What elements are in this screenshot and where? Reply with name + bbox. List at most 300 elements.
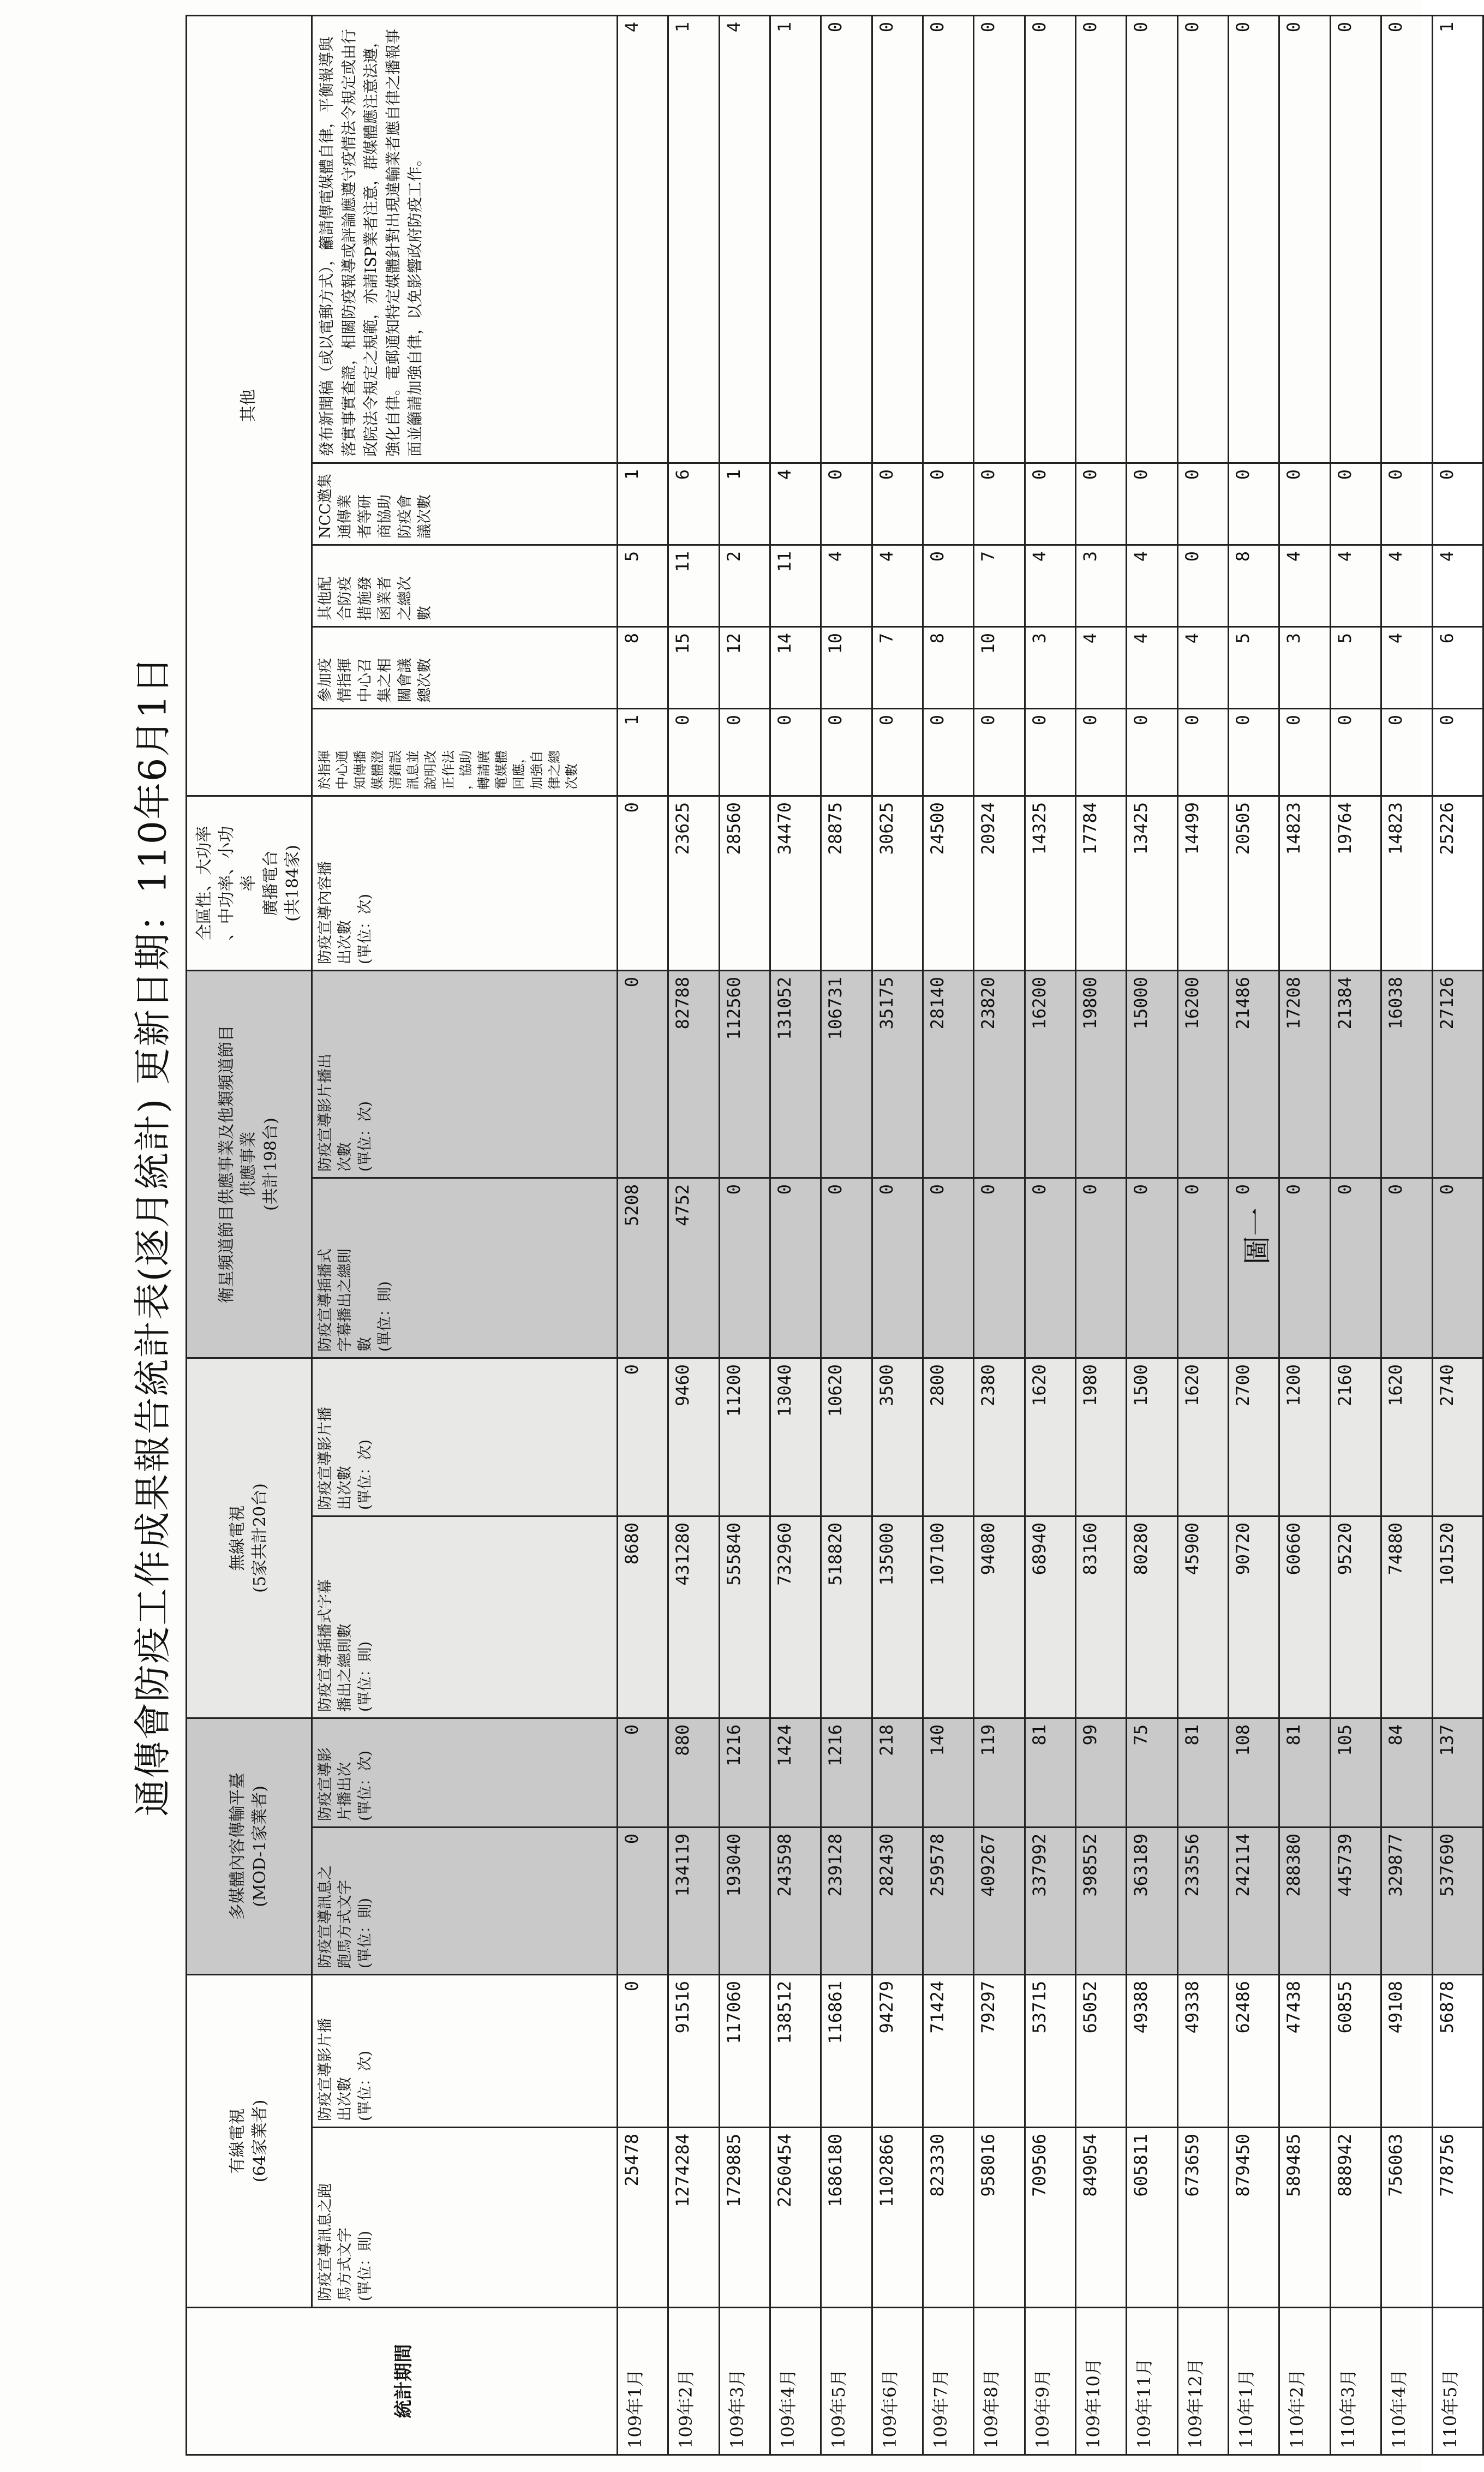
value-cell-o3: 4 xyxy=(1127,545,1177,626)
table-row xyxy=(1177,15,1228,2455)
value-cell-cable1: 888942 xyxy=(1330,2128,1381,2308)
header-line: (單位：次) xyxy=(356,893,374,964)
radio-group-line: (共184家) xyxy=(283,845,303,922)
value-cell-o2: 15 xyxy=(668,626,719,708)
value-cell-sat2: 28140 xyxy=(923,970,974,1178)
header-line: 知傳播 xyxy=(352,750,368,790)
value-cell-mod1: 337992 xyxy=(1025,1828,1075,1975)
header-line: 防疫宣導影 xyxy=(317,1747,334,1821)
value-cell-mod2: 1424 xyxy=(770,1718,821,1828)
value-cell-o2: 4 xyxy=(1076,626,1127,708)
value-cell-radio: 0 xyxy=(618,796,668,970)
value-cell-o4: 0 xyxy=(1177,463,1228,545)
value-cell-o1: 0 xyxy=(974,708,1025,796)
period-header: 統計期間 xyxy=(187,2308,618,2455)
value-cell-cable1: 879450 xyxy=(1229,2128,1279,2308)
header-line: 於指揮 xyxy=(317,750,332,790)
value-cell-sat2: 21486 xyxy=(1229,970,1279,1178)
value-cell-cable2: 60855 xyxy=(1330,1975,1381,2128)
header-line: 措施發 xyxy=(356,576,374,620)
period-cell: 109年11月 xyxy=(1127,2308,1177,2455)
rotated-table-container xyxy=(185,16,1484,2456)
other-col5-header: 發布新聞稿（或以電郵方式），籲請傳電媒體自律，平衡報導與落實事實查證，相關防疫報導或評論應遵守疫情法令規定或由行政院法令規定之規範，亦請ISP業者注意，群媒體應注意法遵，強化自律。電郵通知特定媒體針對出現違輸業者應自律之播報事面並籲請加強自律，以免影響政府防疫工作。 xyxy=(312,15,618,463)
header-line: 說明改 xyxy=(423,750,439,790)
value-cell-sat2: 112560 xyxy=(719,970,770,1178)
table-row xyxy=(1330,15,1381,2455)
mod-group-line: 多媒體內容傳輸平臺 xyxy=(228,1772,247,1920)
value-cell-cable2: 62486 xyxy=(1229,1975,1279,2128)
value-cell-cable2: 138512 xyxy=(770,1975,821,2128)
value-cell-radio: 20505 xyxy=(1229,796,1279,970)
value-cell-o2: 6 xyxy=(1432,626,1483,708)
value-cell-o3: 0 xyxy=(923,545,974,626)
value-cell-cable2: 53715 xyxy=(1025,1975,1075,2128)
value-cell-sat2: 82788 xyxy=(668,970,719,1178)
value-cell-o4: 0 xyxy=(1432,463,1483,545)
value-cell-radio: 17784 xyxy=(1076,796,1127,970)
value-cell-sat1: 0 xyxy=(821,1178,872,1358)
value-cell-o4: 0 xyxy=(1279,463,1330,545)
header-line: ，協助 xyxy=(458,750,474,790)
value-cell-sat2: 16038 xyxy=(1381,970,1432,1178)
header-line: 之總次 xyxy=(396,576,414,620)
wireless-col2-header xyxy=(312,1358,618,1516)
radio-group-line: 率 xyxy=(239,875,259,892)
value-cell-sat2: 17208 xyxy=(1279,970,1330,1178)
header-line: 媒體澄 xyxy=(370,750,386,790)
value-cell-radio: 14499 xyxy=(1177,796,1228,970)
value-cell-wl2: 2380 xyxy=(974,1358,1025,1516)
wireless-group-line: (5家共計20台) xyxy=(250,1483,270,1593)
header-line: (單位：次) xyxy=(356,2050,374,2121)
value-cell-cable2: 116861 xyxy=(821,1975,872,2128)
value-cell-o1: 0 xyxy=(872,708,923,796)
value-cell-mod1: 445739 xyxy=(1330,1828,1381,1975)
header-line: 防疫宣導訊息之 xyxy=(317,1865,334,1968)
value-cell-o5: 0 xyxy=(1381,15,1432,463)
other-group-line: 其他 xyxy=(239,389,259,422)
period-cell: 109年12月 xyxy=(1177,2308,1228,2455)
header-line: 商協助 xyxy=(376,494,394,539)
value-cell-sat1: 0 xyxy=(719,1178,770,1358)
value-cell-sat2: 0 xyxy=(618,970,668,1178)
header-line: 防疫宣導內容播 xyxy=(317,861,334,964)
header-line: 數 xyxy=(416,605,434,620)
value-cell-o2: 4 xyxy=(1177,626,1228,708)
other-col1-header xyxy=(312,708,618,796)
radio-group-line: 、中功率、小功 xyxy=(217,826,236,941)
cable-group-header xyxy=(187,1975,312,2308)
value-cell-cable2: 49388 xyxy=(1127,1975,1177,2128)
value-cell-wl1: 518820 xyxy=(821,1516,872,1718)
value-cell-wl1: 732960 xyxy=(770,1516,821,1718)
wireless-group-header xyxy=(187,1358,312,1718)
value-cell-sat2: 21384 xyxy=(1330,970,1381,1178)
value-cell-radio: 25226 xyxy=(1432,796,1483,970)
value-cell-o1: 0 xyxy=(1025,708,1075,796)
cable-col2-header xyxy=(312,1975,618,2128)
table-row xyxy=(923,15,974,2455)
value-cell-sat1: 0 xyxy=(770,1178,821,1358)
value-cell-cable1: 778756 xyxy=(1432,2128,1483,2308)
value-cell-sat2: 16200 xyxy=(1025,970,1075,1178)
table-row xyxy=(1127,15,1177,2455)
value-cell-radio: 28875 xyxy=(821,796,872,970)
value-cell-cable2: 49338 xyxy=(1177,1975,1228,2128)
value-cell-o4: 0 xyxy=(923,463,974,545)
value-cell-sat1: 0 xyxy=(1381,1178,1432,1358)
header-line: 防疫宣導插播式字幕 xyxy=(317,1579,334,1712)
value-cell-cable2: 71424 xyxy=(923,1975,974,2128)
header-line: 跑馬方式文字 xyxy=(337,1880,354,1968)
other-col4-header xyxy=(312,463,618,545)
value-cell-o2: 5 xyxy=(1330,626,1381,708)
value-cell-cable2: 65052 xyxy=(1076,1975,1127,2128)
value-cell-sat1: 0 xyxy=(1229,1178,1279,1358)
header-line: 防疫宣導訊息之跑 xyxy=(317,2183,334,2301)
value-cell-o5: 1 xyxy=(668,15,719,463)
table-row xyxy=(974,15,1025,2455)
table-row xyxy=(821,15,872,2455)
mod-group-line: (MOD-1家業者) xyxy=(250,1786,270,1907)
value-cell-wl2: 1620 xyxy=(1025,1358,1075,1516)
value-cell-mod2: 1216 xyxy=(821,1718,872,1828)
radio-group-header xyxy=(187,796,312,970)
value-cell-radio: 24500 xyxy=(923,796,974,970)
value-cell-o4: 0 xyxy=(974,463,1025,545)
header-line: 集之相 xyxy=(376,658,394,702)
value-cell-sat1: 0 xyxy=(872,1178,923,1358)
value-cell-wl1: 68940 xyxy=(1025,1516,1075,1718)
value-cell-wl2: 1980 xyxy=(1076,1358,1127,1516)
header-line: 函業者 xyxy=(376,576,394,620)
header-line: 中心通 xyxy=(334,750,350,790)
value-cell-wl2: 9460 xyxy=(668,1358,719,1516)
value-cell-radio: 23625 xyxy=(668,796,719,970)
value-cell-o3: 2 xyxy=(719,545,770,626)
value-cell-o5: 0 xyxy=(1127,15,1177,463)
value-cell-o1: 0 xyxy=(719,708,770,796)
value-cell-mod1: 134119 xyxy=(668,1828,719,1975)
value-cell-radio: 14823 xyxy=(1279,796,1330,970)
satellite-col1-header xyxy=(312,1178,618,1358)
value-cell-o4: 0 xyxy=(1229,463,1279,545)
value-cell-wl2: 0 xyxy=(618,1358,668,1516)
value-cell-mod2: 99 xyxy=(1076,1718,1127,1828)
value-cell-o3: 4 xyxy=(821,545,872,626)
value-cell-sat1: 0 xyxy=(974,1178,1025,1358)
value-cell-cable1: 1102866 xyxy=(872,2128,923,2308)
value-cell-o5: 0 xyxy=(1229,15,1279,463)
header-line: 電媒體 xyxy=(493,750,509,790)
value-cell-mod2: 137 xyxy=(1432,1718,1483,1828)
satellite-col2-header xyxy=(312,970,618,1178)
table-row xyxy=(1432,15,1483,2455)
value-cell-o5: 0 xyxy=(1025,15,1075,463)
value-cell-cable1: 605811 xyxy=(1127,2128,1177,2308)
value-cell-o5: 4 xyxy=(618,15,668,463)
header-line: 清錯誤 xyxy=(387,750,403,790)
value-cell-sat2: 35175 xyxy=(872,970,923,1178)
value-cell-cable1: 25478 xyxy=(618,2128,668,2308)
value-cell-cable2: 56878 xyxy=(1432,1975,1483,2128)
value-cell-mod2: 218 xyxy=(872,1718,923,1828)
value-cell-sat1: 0 xyxy=(1177,1178,1228,1358)
value-cell-sat1: 0 xyxy=(1127,1178,1177,1358)
value-cell-sat1: 0 xyxy=(1432,1178,1483,1358)
header-line: 防疫宣導影片播出 xyxy=(317,1053,334,1172)
table-row xyxy=(770,15,821,2455)
header-line: NCC邀集 xyxy=(317,474,334,539)
satellite-group-header xyxy=(187,970,312,1358)
value-cell-o2: 4 xyxy=(1381,626,1432,708)
value-cell-cable2: 79297 xyxy=(974,1975,1025,2128)
value-cell-mod2: 0 xyxy=(618,1718,668,1828)
value-cell-mod2: 140 xyxy=(923,1718,974,1828)
value-cell-cable1: 849054 xyxy=(1076,2128,1127,2308)
value-cell-sat1: 0 xyxy=(1076,1178,1127,1358)
period-cell: 109年9月 xyxy=(1025,2308,1075,2455)
value-cell-o5: 0 xyxy=(1279,15,1330,463)
value-cell-o2: 3 xyxy=(1025,626,1075,708)
table-row xyxy=(1025,15,1075,2455)
period-cell: 109年7月 xyxy=(923,2308,974,2455)
value-cell-sat2: 27126 xyxy=(1432,970,1483,1178)
period-cell: 110年5月 xyxy=(1432,2308,1483,2455)
value-cell-o3: 11 xyxy=(668,545,719,626)
value-cell-o3: 7 xyxy=(974,545,1025,626)
value-cell-o2: 14 xyxy=(770,626,821,708)
header-line: (單位：則) xyxy=(376,1281,394,1352)
value-cell-cable2: 117060 xyxy=(719,1975,770,2128)
value-cell-sat1: 4752 xyxy=(668,1178,719,1358)
value-cell-o3: 4 xyxy=(1330,545,1381,626)
value-cell-radio: 28560 xyxy=(719,796,770,970)
value-cell-o5: 0 xyxy=(1330,15,1381,463)
header-line: 總次數 xyxy=(416,658,434,702)
period-cell: 109年10月 xyxy=(1076,2308,1127,2455)
value-cell-mod1: 233556 xyxy=(1177,1828,1228,1975)
period-cell: 109年1月 xyxy=(618,2308,668,2455)
value-cell-wl1: 83160 xyxy=(1076,1516,1127,1718)
value-cell-o1: 0 xyxy=(1229,708,1279,796)
header-line: 數 xyxy=(356,1336,374,1352)
period-cell: 110年4月 xyxy=(1381,2308,1432,2455)
value-cell-o4: 0 xyxy=(1330,463,1381,545)
value-cell-o2: 8 xyxy=(618,626,668,708)
value-cell-mod1: 329877 xyxy=(1381,1828,1432,1975)
radio-col1-header xyxy=(312,796,618,970)
value-cell-cable1: 673659 xyxy=(1177,2128,1228,2308)
value-cell-wl1: 94080 xyxy=(974,1516,1025,1718)
value-cell-o5: 1 xyxy=(770,15,821,463)
value-cell-mod2: 81 xyxy=(1177,1718,1228,1828)
value-cell-o1: 0 xyxy=(1432,708,1483,796)
header-line: 合防疫 xyxy=(337,576,354,620)
group-header-row xyxy=(187,15,312,2455)
header-line: 馬方式文字 xyxy=(337,2228,354,2301)
value-cell-sat2: 15000 xyxy=(1127,970,1177,1178)
value-cell-o4: 0 xyxy=(1381,463,1432,545)
header-line: (單位：則) xyxy=(356,1641,374,1712)
header-line: 參加疫 xyxy=(317,658,334,702)
value-cell-o2: 10 xyxy=(821,626,872,708)
value-cell-wl2: 13040 xyxy=(770,1358,821,1516)
value-cell-sat2: 23820 xyxy=(974,970,1025,1178)
header-line: 出次數 xyxy=(337,1466,354,1510)
value-cell-mod1: 0 xyxy=(618,1828,668,1975)
value-cell-cable2: 47438 xyxy=(1279,1975,1330,2128)
wireless-col1-header xyxy=(312,1516,618,1718)
value-cell-mod2: 105 xyxy=(1330,1718,1381,1828)
header-line: 播出之總則數 xyxy=(337,1623,354,1712)
value-cell-mod1: 398552 xyxy=(1076,1828,1127,1975)
value-cell-o2: 8 xyxy=(923,626,974,708)
header-line: 情指揮 xyxy=(337,658,354,702)
value-cell-mod2: 81 xyxy=(1025,1718,1075,1828)
value-cell-wl1: 80280 xyxy=(1127,1516,1177,1718)
wireless-group-line: 無線電視 xyxy=(228,1505,247,1571)
value-cell-wl1: 90720 xyxy=(1229,1516,1279,1718)
value-cell-o2: 10 xyxy=(974,626,1025,708)
header-line: 防疫宣導影片播 xyxy=(317,2018,334,2121)
value-cell-radio: 20924 xyxy=(974,796,1025,970)
value-cell-wl1: 555840 xyxy=(719,1516,770,1718)
mod-col1-header xyxy=(312,1828,618,1975)
other-col2-header xyxy=(312,626,618,708)
value-cell-cable1: 709506 xyxy=(1025,2128,1075,2308)
other-col3-header xyxy=(312,545,618,626)
table-row xyxy=(618,15,668,2455)
value-cell-o5: 0 xyxy=(974,15,1025,463)
value-cell-o4: 0 xyxy=(1076,463,1127,545)
period-cell: 109年8月 xyxy=(974,2308,1025,2455)
value-cell-cable1: 1686180 xyxy=(821,2128,872,2308)
value-cell-o3: 8 xyxy=(1229,545,1279,626)
header-line: 中心召 xyxy=(356,658,374,702)
value-cell-sat1: 0 xyxy=(1025,1178,1075,1358)
value-cell-o1: 0 xyxy=(1330,708,1381,796)
value-cell-cable1: 756063 xyxy=(1381,2128,1432,2308)
header-line: 其他配 xyxy=(317,576,334,620)
header-line: (單位：則) xyxy=(356,1897,374,1968)
value-cell-sat1: 0 xyxy=(1330,1178,1381,1358)
header-line: 出次數 xyxy=(337,2077,354,2121)
value-cell-wl2: 1200 xyxy=(1279,1358,1330,1516)
table-row xyxy=(1279,15,1330,2455)
value-cell-o3: 0 xyxy=(1177,545,1228,626)
value-cell-o1: 0 xyxy=(668,708,719,796)
value-cell-cable1: 2260454 xyxy=(770,2128,821,2308)
other-group-header xyxy=(187,15,312,796)
value-cell-o1: 0 xyxy=(770,708,821,796)
value-cell-o1: 0 xyxy=(1381,708,1432,796)
mod-col2-header xyxy=(312,1718,618,1828)
cable-group-line: 有線電視 xyxy=(228,2108,247,2174)
table-row xyxy=(872,15,923,2455)
period-cell: 110年1月 xyxy=(1229,2308,1279,2455)
radio-group-line: 全區性、大功率 xyxy=(195,826,214,941)
header-line: 加強自 xyxy=(529,750,544,790)
value-cell-o1: 0 xyxy=(1127,708,1177,796)
value-cell-cable2: 0 xyxy=(618,1975,668,2128)
value-cell-mod1: 288380 xyxy=(1279,1828,1330,1975)
header-line: 律之總 xyxy=(547,750,563,790)
table-row xyxy=(1381,15,1432,2455)
satellite-group-line: 衛星頻道節目供應事業及他類頻道節目 xyxy=(217,1025,236,1304)
value-cell-sat1: 0 xyxy=(1279,1178,1330,1358)
value-cell-o5: 0 xyxy=(872,15,923,463)
header-line: (單位：則) xyxy=(356,2230,374,2301)
period-cell: 109年5月 xyxy=(821,2308,872,2455)
header-line: (單位：次) xyxy=(356,1101,374,1172)
value-cell-mod2: 108 xyxy=(1229,1718,1279,1828)
value-cell-o4: 1 xyxy=(719,463,770,545)
value-cell-wl1: 135000 xyxy=(872,1516,923,1718)
header-line: 次數 xyxy=(337,1142,354,1172)
column-header-row xyxy=(312,15,618,2455)
header-line: 次數 xyxy=(564,763,580,790)
header-line: 出次數 xyxy=(337,919,354,964)
cable-group-line: (64家業者) xyxy=(250,2099,270,2183)
header-line: 回應， xyxy=(511,750,527,790)
satellite-group-line: 供應事業 xyxy=(239,1131,259,1197)
header-line: 訊息並 xyxy=(405,750,421,790)
value-cell-radio: 30625 xyxy=(872,796,923,970)
value-cell-wl1: 107100 xyxy=(923,1516,974,1718)
header-line: 防疫宣導影片播 xyxy=(317,1407,334,1510)
header-line: 轉請廣 xyxy=(476,750,492,790)
value-cell-mod2: 1216 xyxy=(719,1718,770,1828)
value-cell-o1: 0 xyxy=(1279,708,1330,796)
value-cell-o3: 4 xyxy=(872,545,923,626)
value-cell-wl1: 431280 xyxy=(668,1516,719,1718)
value-cell-radio: 34470 xyxy=(770,796,821,970)
value-cell-radio: 13425 xyxy=(1127,796,1177,970)
value-cell-o2: 7 xyxy=(872,626,923,708)
figure-caption: 圖一 xyxy=(1241,1207,1274,1265)
header-line: 通傳業 xyxy=(337,494,354,539)
header-line: 片播出次 xyxy=(337,1762,354,1821)
value-cell-cable1: 958016 xyxy=(974,2128,1025,2308)
mod-group-header xyxy=(187,1718,312,1975)
value-cell-sat2: 19800 xyxy=(1076,970,1127,1178)
value-cell-mod1: 282430 xyxy=(872,1828,923,1975)
value-cell-mod1: 259578 xyxy=(923,1828,974,1975)
table-row xyxy=(668,15,719,2455)
value-cell-radio: 19764 xyxy=(1330,796,1381,970)
period-cell: 109年2月 xyxy=(668,2308,719,2455)
value-cell-o4: 4 xyxy=(770,463,821,545)
value-cell-mod1: 242114 xyxy=(1229,1828,1279,1975)
value-cell-wl2: 2800 xyxy=(923,1358,974,1516)
value-cell-radio: 14325 xyxy=(1025,796,1075,970)
value-cell-o5: 4 xyxy=(719,15,770,463)
value-cell-wl1: 95220 xyxy=(1330,1516,1381,1718)
value-cell-o3: 4 xyxy=(1432,545,1483,626)
value-cell-radio: 14823 xyxy=(1381,796,1432,970)
value-cell-mod1: 537690 xyxy=(1432,1828,1483,1975)
value-cell-o4: 0 xyxy=(821,463,872,545)
header-line: (單位：次) xyxy=(356,1750,374,1821)
value-cell-cable1: 1729885 xyxy=(719,2128,770,2308)
header-line: 字幕播出之總則 xyxy=(337,1248,354,1352)
value-cell-o2: 5 xyxy=(1229,626,1279,708)
value-cell-sat2: 131052 xyxy=(770,970,821,1178)
value-cell-cable1: 1274284 xyxy=(668,2128,719,2308)
value-cell-sat1: 5208 xyxy=(618,1178,668,1358)
value-cell-o1: 0 xyxy=(923,708,974,796)
